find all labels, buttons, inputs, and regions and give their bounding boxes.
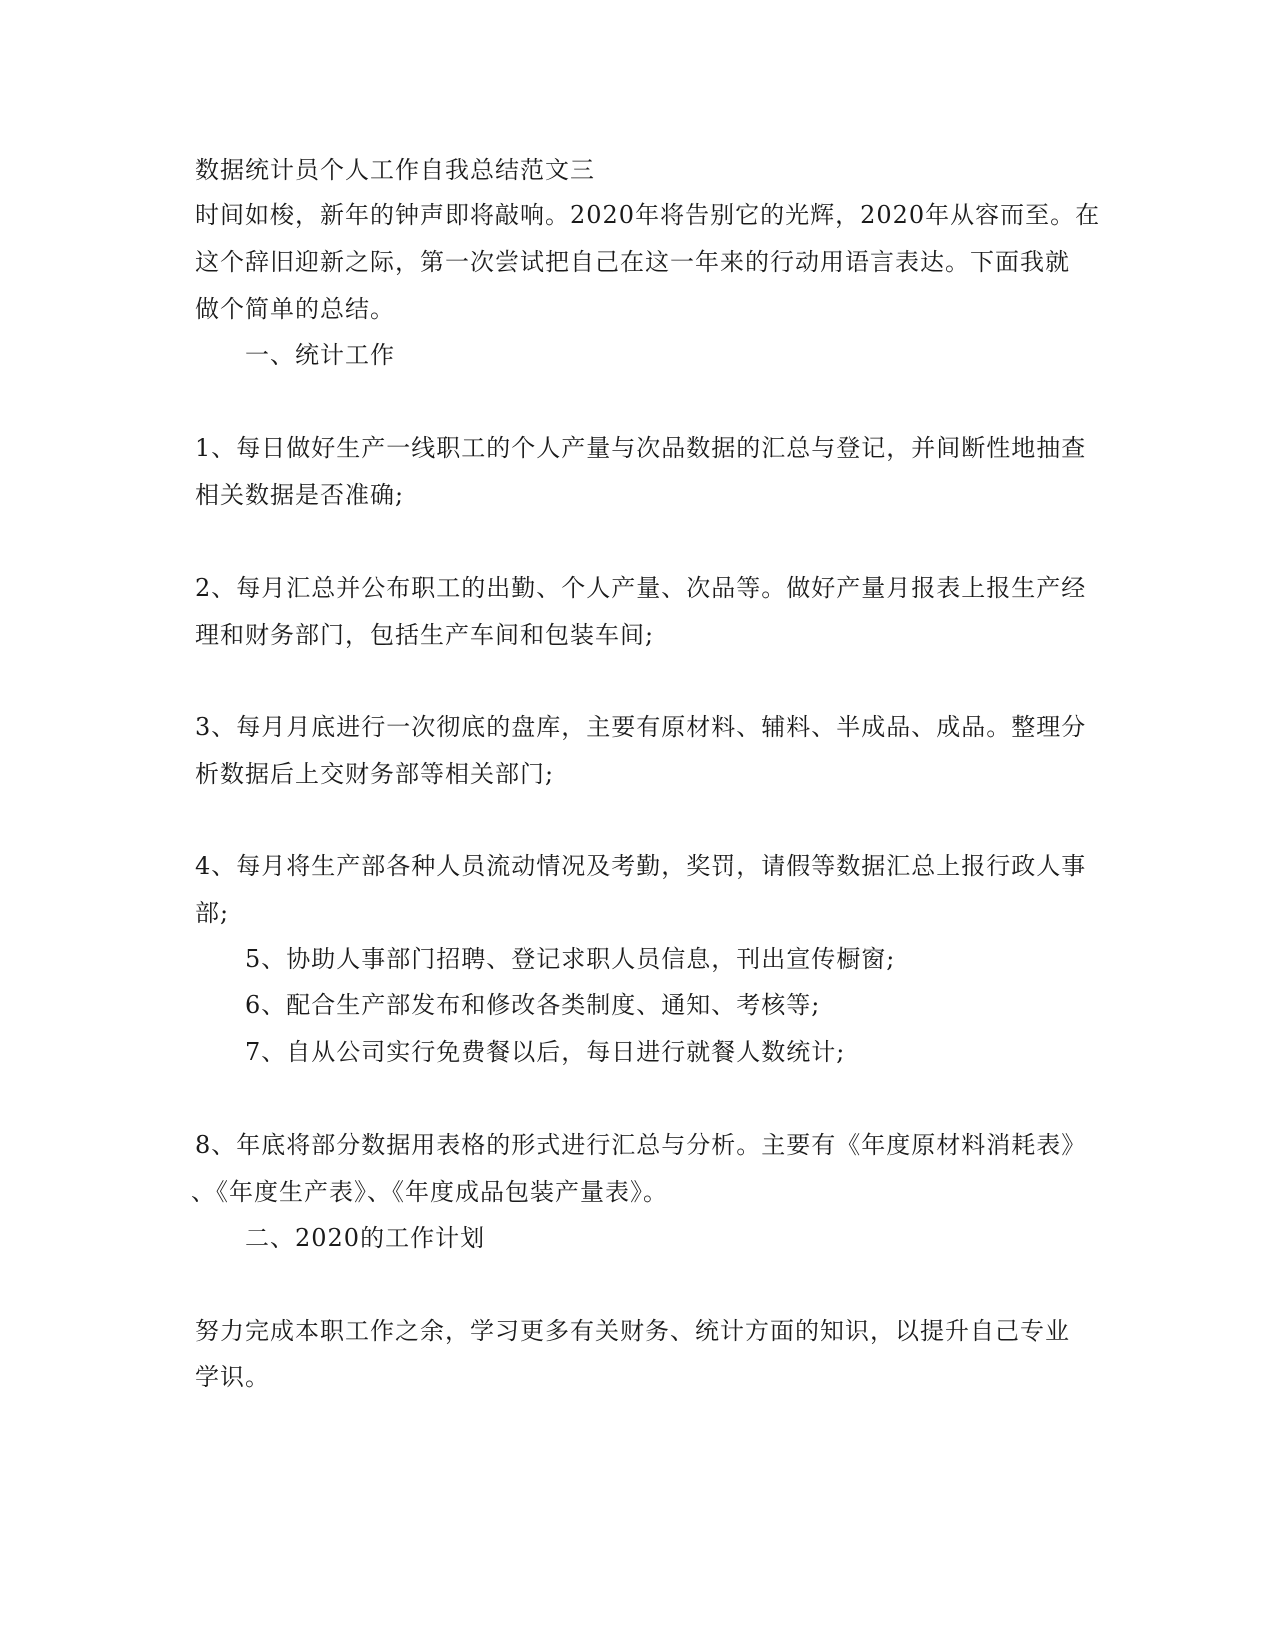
list-item-2-line-2: 理和财务部门，包括生产车间和包装车间; — [195, 621, 655, 649]
list-item-7: 7、自从公司实行免费餐以后，每日进行就餐人数统计; — [245, 1038, 846, 1066]
list-item-6: 6、配合生产部发布和修改各类制度、通知、考核等; — [245, 991, 821, 1019]
list-item-1-line-1: 1、每日做好生产一线职工的个人产量与次品数据的汇总与登记，并间断性地抽查 — [195, 434, 1087, 462]
list-item-3-line-1: 3、每月月底进行一次彻底的盘库，主要有原材料、辅料、半成品、成品。整理分 — [195, 713, 1087, 741]
intro-line-3: 做个简单的总结。 — [195, 295, 395, 323]
section-heading-statistics: 一、统计工作 — [245, 341, 395, 369]
list-item-1-line-2: 相关数据是否准确; — [195, 481, 405, 509]
list-item-3-line-2: 析数据后上交财务部等相关部门; — [195, 760, 555, 788]
list-item-4-line-1: 4、每月将生产部各种人员流动情况及考勤，奖罚，请假等数据汇总上报行政人事 — [195, 852, 1087, 880]
section-heading-plan: 二、2020的工作计划 — [245, 1224, 486, 1252]
intro-line-1: 时间如梭，新年的钟声即将敲响。2020年将告别它的光辉，2020年从容而至。在 — [195, 201, 1101, 229]
closing-line-1: 努力完成本职工作之余，学习更多有关财务、统计方面的知识，以提升自己专业 — [195, 1317, 1070, 1345]
document-title: 数据统计员个人工作自我总结范文三 — [195, 156, 595, 184]
list-item-5: 5、协助人事部门招聘、登记求职人员信息，刊出宣传橱窗; — [245, 945, 896, 973]
list-item-4-line-2: 部; — [195, 899, 230, 927]
intro-line-2: 这个辞旧迎新之际，第一次尝试把自己在这一年来的行动用语言表达。下面我就 — [195, 248, 1070, 276]
list-item-8-line-2: 、《年度生产表》、《年度成品包装产量表》。 — [191, 1178, 668, 1206]
list-item-8-line-1: 8、年底将部分数据用表格的形式进行汇总与分析。主要有《年度原材料消耗表》 — [195, 1131, 1087, 1159]
closing-line-2: 学识。 — [195, 1363, 270, 1391]
list-item-2-line-1: 2、每月汇总并公布职工的出勤、个人产量、次品等。做好产量月报表上报生产经 — [195, 574, 1087, 602]
